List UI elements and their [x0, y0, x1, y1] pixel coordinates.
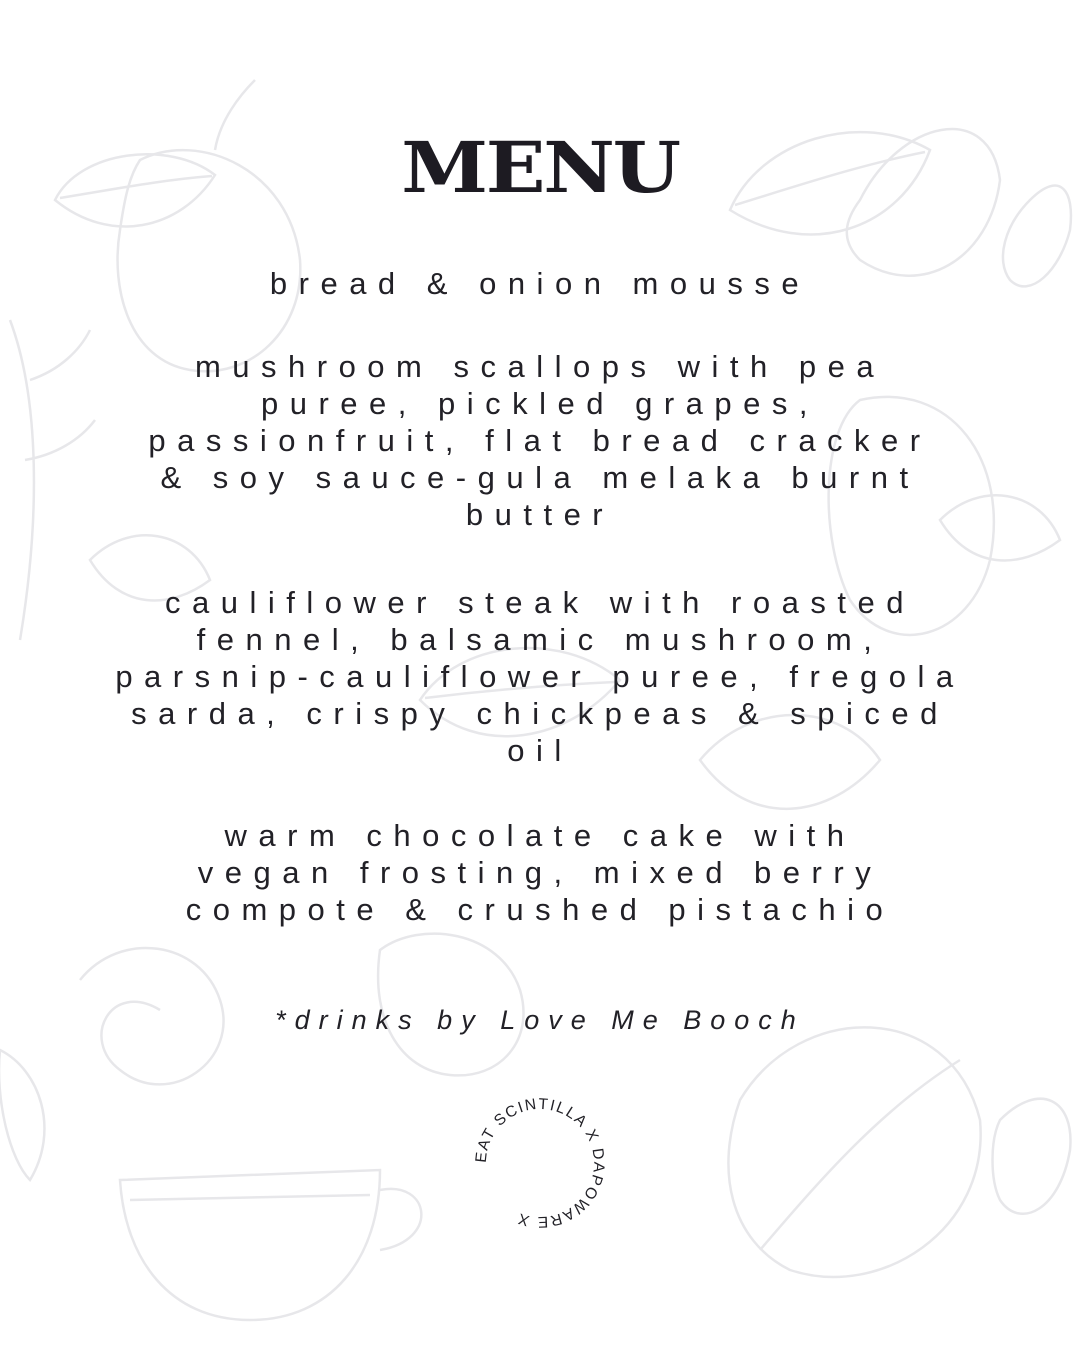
course-line: compote & crushed pistachio: [185, 892, 895, 927]
course-line: warm chocolate cake with: [224, 818, 856, 853]
menu-title: MENU: [401, 126, 679, 209]
course-line: vegan frosting, mixed berry: [197, 855, 883, 890]
drinks-footnote: *drinks by Love Me Booch: [275, 1005, 805, 1035]
course-line: fennel, balsamic mushroom,: [196, 622, 884, 657]
course-mushroom-scallops: [40, 348, 1040, 533]
course-line: parsnip-cauliflower puree, fregola: [115, 659, 965, 694]
course-line: mushroom scallops with pea: [194, 349, 886, 384]
course-line: oil: [507, 733, 573, 768]
course-line: passionfruit, flat bread cracker: [148, 423, 932, 458]
course-cauliflower-steak: [40, 584, 1040, 769]
course-chocolate-cake: [40, 817, 1040, 928]
course-line: butter: [465, 497, 615, 532]
course-bread-onion-mousse: [40, 265, 1040, 302]
badge-text: EAT SCINTILLA X DAPOWARE X: [472, 1095, 608, 1231]
course-line: puree, pickled grapes,: [260, 386, 820, 421]
course-line: sarda, crispy chickpeas & spiced: [131, 696, 949, 731]
course-line: cauliflower steak with roasted: [165, 585, 915, 620]
leaf-decoration-bottom-left: [0, 1050, 44, 1180]
leaf-decoration-bottom-far-right: [993, 1099, 1071, 1214]
leaf-decoration-bottom-right: [728, 1027, 980, 1277]
course-line: & soy sauce-gula melaka burnt: [160, 460, 920, 495]
course-line: bread & onion mousse: [269, 266, 811, 301]
cup-decoration-bottom-left: [120, 1170, 421, 1320]
collaboration-badge: [465, 1088, 615, 1238]
